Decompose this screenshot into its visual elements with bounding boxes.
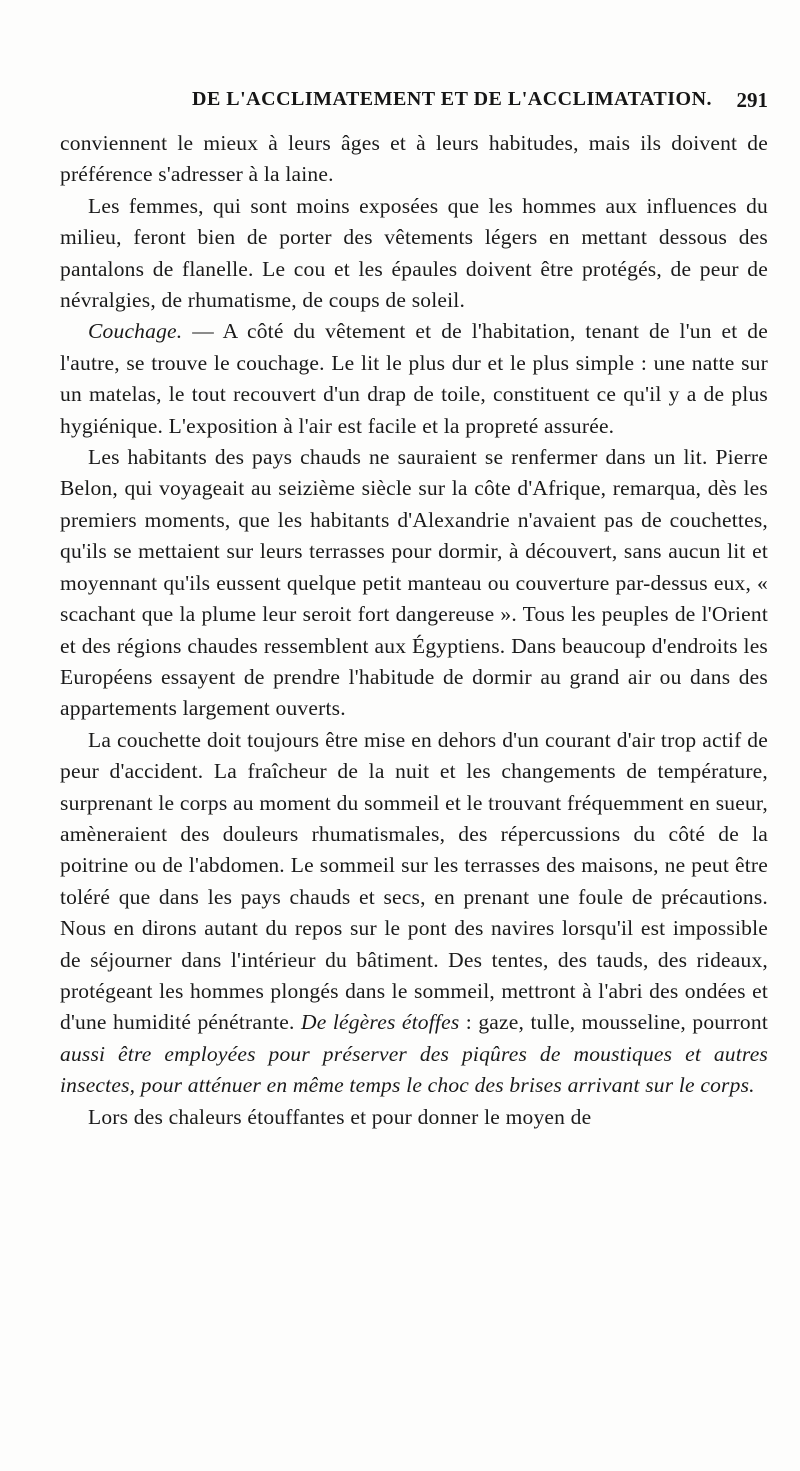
paragraph-2 <box>60 191 768 317</box>
body-text <box>60 128 768 1133</box>
paragraph-5-text-before: La couchette doit toujours être mise en dehors d'un courant d'air trop actif de peur d'accident. La fraîcheur de la nuit et les changements de température, surprenant le corps au moment du sommeil et le trouvant fréquemment en sueur, amèneraient des douleurs rhumatismales, des répercussions du côté de la poitrine ou de l'abdomen. Le sommeil sur les terrasses des maisons, ne peut être toléré que dans les pays chauds et secs, en prenant une foule de précautions. Nous en dirons autant du repos sur le pont des navires lorsqu'il est impossible de séjourner dans l'intérieur du bâtiment. Des tentes, des tauds, des rideaux, protégeant les hommes plongés dans le sommeil, mettront à l'abri des ondées et d'une humidité pénétrante. <box>60 727 768 1035</box>
paragraph-1 <box>60 128 768 191</box>
paragraph-1-text: conviennent le mieux à leurs âges et à leurs habitudes, mais ils doivent de préférence s'adresser à la laine. <box>60 131 768 187</box>
paragraph-5-text-middle: : gaze, tulle, mousseline, pourront <box>459 1010 769 1035</box>
paragraph-3 <box>60 316 768 442</box>
running-head: DE L'ACCLIMATEMENT ET DE L'ACCLIMATATION. <box>192 88 713 110</box>
paragraph-6 <box>60 1102 768 1133</box>
page-header <box>60 88 768 120</box>
paragraph-5 <box>60 725 768 1102</box>
section-run-in-heading: Couchage. <box>88 319 183 344</box>
paragraph-3-text: — A côté du vêtement et de l'habitation, tenant de l'un et de l'autre, se trouve le couchage. Le lit le plus dur et le plus simple : une natte sur un matelas, le tout recouvert d'un drap de toile, constituent ce qu'il y a de plus hygiénique. L'exposition à l'air est facile et la propreté assurée. <box>60 319 768 438</box>
page-number: 291 <box>736 88 768 112</box>
paragraph-6-text: Lors des chaleurs étouffantes et pour donner le moyen de <box>88 1104 592 1129</box>
paragraph-2-text: Les femmes, qui sont moins exposées que les hommes aux influences du milieu, feront bien de porter des vêtements légers en mettant dessous des pantalons de flanelle. Le cou et les épaules doivent être protégés, de peur de névralgies, de rhumatisme, de coups de soleil. <box>60 193 768 313</box>
paragraph-4-text: Les habitants des pays chauds ne sauraient se renfermer dans un lit. Pierre Belon, qui voyageait au seizième siècle sur la côte d'Afrique, remarqua, dès les premiers moments, que les habitants d'Alexandrie n'avaient pas de couchettes, qu'ils se mettaient sur leurs terrasses pour dormir, à découvert, sans aucun lit et moyennant qu'ils eussent quelque petit manteau ou couverture par-dessus eux, « scachant que la plume leur seroit fort dangereuse ». Tous les peuples de l'Orient et des régions chaudes ressemblent aux Égyptiens. Dans beaucoup d'endroits les Européens essayent de prendre l'habitude de dormir au grand air ou dans des appartements largement ouverts. <box>60 445 768 721</box>
paragraph-4 <box>60 442 768 725</box>
paragraph-5-italic-span: De légères étoffes <box>300 1010 460 1035</box>
paragraph-5-italic-span-2: aussi être employées pour préserver des piqûres de moustiques et autres insectes, pour atténuer en même temps le choc des brises arrivant sur le corps. <box>60 1041 768 1098</box>
